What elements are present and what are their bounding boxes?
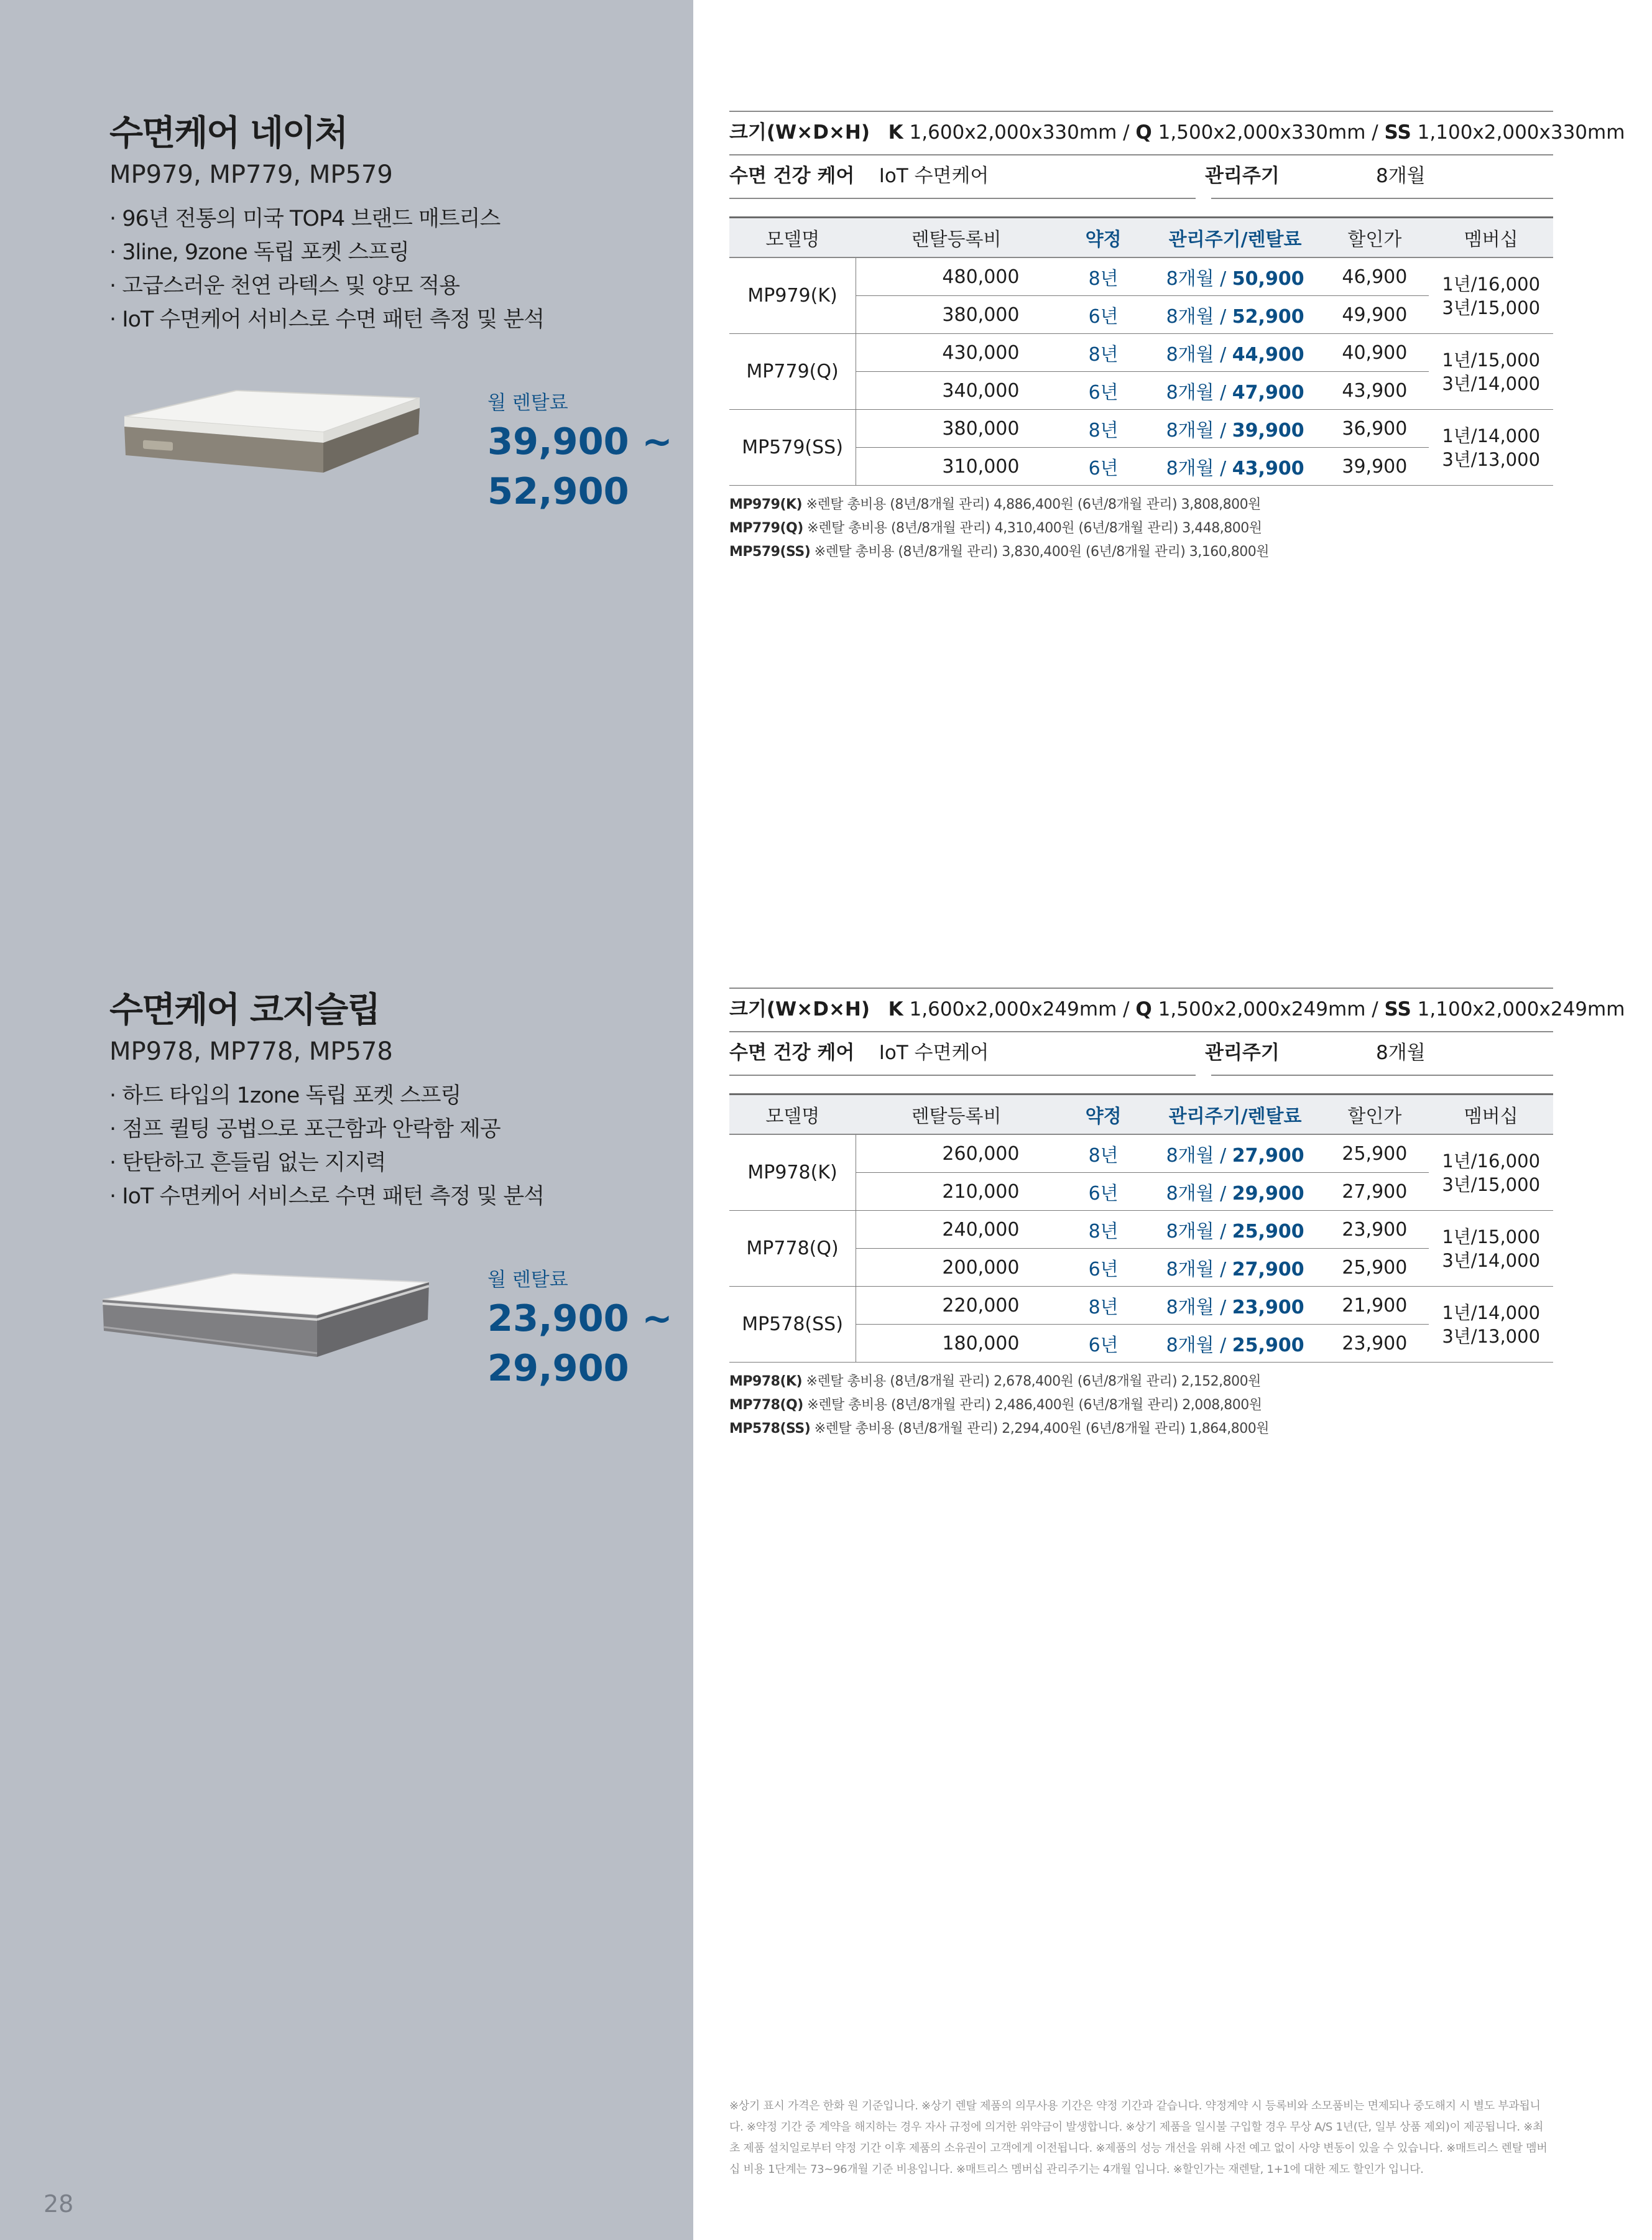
col-contract: 약정	[1056, 218, 1150, 258]
feature-list	[109, 202, 544, 336]
cycle-rent-cell: 8개월 / 29,900	[1150, 1173, 1321, 1211]
price-to: 52,900	[487, 470, 629, 512]
monthly-price-range	[487, 417, 673, 516]
discount-cell: 36,900	[1320, 410, 1429, 448]
fee-cell: 380,000	[856, 410, 1057, 448]
size-ss-label: SS	[1384, 121, 1411, 144]
table-header-row	[729, 1095, 1553, 1135]
contract-cell: 6년	[1056, 1325, 1150, 1363]
size-ss-value: 1,100x2,000x330mm	[1417, 121, 1625, 144]
contract-cell: 6년	[1056, 1173, 1150, 1211]
fee-cell: 210,000	[856, 1173, 1057, 1211]
discount-cell: 27,900	[1320, 1173, 1429, 1211]
table-row	[729, 1287, 1553, 1325]
cycle-value-cell	[1376, 154, 1426, 198]
cycle-spec-row	[1205, 154, 1280, 198]
contract-cell: 8년	[1056, 1211, 1150, 1249]
size-k-label: K	[888, 121, 903, 144]
total-cost-notes	[729, 1370, 1269, 1441]
col-model: 모델명	[729, 218, 856, 258]
model-cell: MP978(K)	[729, 1134, 856, 1211]
size-spec-row: 크기(W×D×H) K 1,600x2,000x249mm / Q 1,500x2,000x249mm / SS 1,100x2,000x249mm	[729, 998, 1625, 1020]
cycle-key: 관리주기	[1205, 1042, 1280, 1064]
monthly-price-range	[487, 1294, 673, 1393]
discount-cell: 46,900	[1320, 257, 1429, 296]
table-row	[729, 410, 1553, 448]
feature-item: · IoT 수면케어 서비스로 수면 패턴 측정 및 분석	[109, 1184, 545, 1209]
cycle-rent-cell: 8개월 / 43,900	[1150, 448, 1321, 486]
care-key: 수면 건강 케어	[729, 1042, 855, 1064]
col-membership: 멤버십	[1429, 218, 1553, 258]
size-k-value: 1,600x2,000x330mm	[909, 121, 1117, 144]
contract-cell: 6년	[1056, 296, 1150, 334]
cycle-rent-cell: 8개월 / 52,900	[1150, 296, 1321, 334]
col-membership: 멤버십	[1429, 1095, 1553, 1135]
model-cell: MP779(Q)	[729, 334, 856, 410]
rental-price-table	[729, 216, 1553, 486]
membership-cell: 1년/16,000 3년/15,000	[1429, 257, 1553, 334]
col-registration-fee: 렌탈등록비	[856, 218, 1057, 258]
contract-cell: 8년	[1056, 1287, 1150, 1325]
size-q-label: Q	[1135, 998, 1152, 1020]
size-key: 크기(W×D×H)	[729, 121, 870, 144]
care-value: IoT 수면케어	[879, 1042, 989, 1064]
mattress-image-pillowtop	[93, 379, 441, 491]
membership-cell: 1년/15,000 3년/14,000	[1429, 334, 1553, 410]
fee-cell: 220,000	[856, 1287, 1057, 1325]
contract-cell: 8년	[1056, 334, 1150, 372]
cycle-value-cell	[1376, 1031, 1426, 1075]
feature-item: · 점프 퀼팅 공법으로 포근함과 안락함 제공	[109, 1117, 501, 1142]
size-q-value: 1,500x2,000x249mm	[1158, 998, 1366, 1020]
table-row	[729, 257, 1553, 296]
cycle-rent-cell: 8개월 / 47,900	[1150, 372, 1321, 410]
col-cycle-rent: 관리주기/렌탈료	[1150, 218, 1321, 258]
size-k-value: 1,600x2,000x249mm	[909, 998, 1117, 1020]
price-to: 29,900	[487, 1346, 629, 1389]
price-from: 23,900 ~	[487, 1297, 673, 1340]
size-q-value: 1,500x2,000x330mm	[1158, 121, 1366, 144]
cycle-spec-row	[1205, 1031, 1280, 1075]
discount-cell: 39,900	[1320, 448, 1429, 486]
size-k-label: K	[888, 998, 903, 1020]
product-models: MP978, MP778, MP578	[109, 1037, 393, 1066]
cycle-rent-cell: 8개월 / 39,900	[1150, 410, 1321, 448]
contract-cell: 8년	[1056, 410, 1150, 448]
monthly-rental-label: 월 렌탈료	[487, 392, 568, 414]
product-title: 수면케어 코지슬립	[109, 990, 380, 1030]
product-title: 수면케어 네이처	[109, 113, 348, 154]
contract-cell: 8년	[1056, 1134, 1150, 1173]
size-key: 크기(W×D×H)	[729, 998, 870, 1020]
cycle-value: 8개월	[1376, 1042, 1426, 1064]
model-cell: MP578(SS)	[729, 1287, 856, 1363]
care-value: IoT 수면케어	[879, 165, 989, 187]
feature-item: · 3line, 9zone 독립 포켓 스프링	[109, 240, 409, 265]
fee-cell: 240,000	[856, 1211, 1057, 1249]
col-model: 모델명	[729, 1095, 856, 1135]
feature-item: · 고급스러운 천연 라텍스 및 양모 적용	[109, 274, 460, 299]
rental-price-table	[729, 1093, 1553, 1363]
divider	[729, 1075, 1196, 1076]
care-spec-row	[729, 1031, 989, 1075]
model-cell: MP979(K)	[729, 257, 856, 334]
model-cell: MP579(SS)	[729, 410, 856, 486]
discount-cell: 43,900	[1320, 372, 1429, 410]
mattress-image-firm	[93, 1262, 441, 1374]
note-line: MP979(K) ※렌탈 총비용 (8년/8개월 관리) 4,886,400원 (6년/8개월 관리) 3,808,800원	[729, 497, 1261, 512]
col-discount: 할인가	[1320, 218, 1429, 258]
discount-cell: 21,900	[1320, 1287, 1429, 1325]
discount-cell: 49,900	[1320, 296, 1429, 334]
cycle-rent-cell: 8개월 / 25,900	[1150, 1325, 1321, 1363]
feature-item: · 하드 타입의 1zone 독립 포켓 스프링	[109, 1083, 461, 1108]
cycle-rent-cell: 8개월 / 44,900	[1150, 334, 1321, 372]
fee-cell: 480,000	[856, 257, 1057, 296]
table-header-row	[729, 218, 1553, 258]
membership-cell: 1년/14,000 3년/13,000	[1429, 1287, 1553, 1363]
price-from: 39,900 ~	[487, 420, 673, 463]
note-line: MP779(Q) ※렌탈 총비용 (8년/8개월 관리) 4,310,400원 (6년/8개월 관리) 3,448,800원	[729, 521, 1262, 536]
fee-cell: 200,000	[856, 1249, 1057, 1287]
membership-cell: 1년/14,000 3년/13,000	[1429, 410, 1553, 486]
discount-cell: 25,900	[1320, 1134, 1429, 1173]
table-row	[729, 334, 1553, 372]
contract-cell: 6년	[1056, 1249, 1150, 1287]
col-discount: 할인가	[1320, 1095, 1429, 1135]
note-line: MP978(K) ※렌탈 총비용 (8년/8개월 관리) 2,678,400원 (6년/8개월 관리) 2,152,800원	[729, 1374, 1261, 1389]
feature-list	[109, 1079, 544, 1213]
table-row	[729, 1211, 1553, 1249]
fee-cell: 340,000	[856, 372, 1057, 410]
monthly-rental-label: 월 렌탈료	[487, 1269, 568, 1291]
cycle-rent-cell: 8개월 / 27,900	[1150, 1134, 1321, 1173]
feature-item: · 96년 전통의 미국 TOP4 브랜드 매트리스	[109, 206, 501, 231]
col-cycle-rent: 관리주기/렌탈료	[1150, 1095, 1321, 1135]
membership-cell: 1년/15,000 3년/14,000	[1429, 1211, 1553, 1287]
note-line: MP579(SS) ※렌탈 총비용 (8년/8개월 관리) 3,830,400원 (6년/8개월 관리) 3,160,800원	[729, 544, 1269, 560]
table-row	[729, 1134, 1553, 1173]
discount-cell: 40,900	[1320, 334, 1429, 372]
care-spec-row	[729, 154, 989, 198]
feature-item: · 탄탄하고 흔들림 없는 지지력	[109, 1150, 386, 1175]
divider	[1211, 198, 1553, 199]
size-q-label: Q	[1135, 121, 1152, 144]
discount-cell: 23,900	[1320, 1211, 1429, 1249]
page-number: 28	[44, 2190, 74, 2218]
legal-footnote: ※상기 표시 가격은 한화 원 기준입니다. ※상기 렌탈 제품의 의무사용 기간은 약정 기간과 같습니다. 약정계약 시 등록비와 소모품비는 면제되나 중도해지 시 별도 부과됩니다. ※약정 기간 중 계약을 해지하는 경우 자사 규정에 의거한 위약금이 발생합니다. ※상기 제품을 일시불 구입할 경우 무상 A/S 1년(단, 일부 상품 제외)이 제공됩니다. ※최초 제품 설치일로부터 약정 기간 이후 제품의 소유권이 고객에게 이전됩니다. ※제품의 성능 개선을 위해 사전 예고 없이 사양 변동이 있을 수 있습니다. ※매트리스 렌탈 멤버십 비용 1단계는 73~96개월 기준 비용입니다. ※매트리스 멤버십 관리주기는 4개월 입니다. ※할인가는 재렌탈, 1+1에 대한 제도 할인가 입니다.	[729, 2099, 1548, 2176]
discount-cell: 23,900	[1320, 1325, 1429, 1363]
divider	[729, 198, 1196, 199]
model-cell: MP778(Q)	[729, 1211, 856, 1287]
cycle-rent-cell: 8개월 / 50,900	[1150, 257, 1321, 296]
contract-cell: 8년	[1056, 257, 1150, 296]
fee-cell: 180,000	[856, 1325, 1057, 1363]
total-cost-notes	[729, 493, 1269, 564]
divider	[1211, 1075, 1553, 1076]
cycle-rent-cell: 8개월 / 23,900	[1150, 1287, 1321, 1325]
cycle-rent-cell: 8개월 / 25,900	[1150, 1211, 1321, 1249]
note-line: MP778(Q) ※렌탈 총비용 (8년/8개월 관리) 2,486,400원 (6년/8개월 관리) 2,008,800원	[729, 1397, 1262, 1413]
note-line: MP578(SS) ※렌탈 총비용 (8년/8개월 관리) 2,294,400원 (6년/8개월 관리) 1,864,800원	[729, 1421, 1269, 1437]
membership-cell: 1년/16,000 3년/15,000	[1429, 1134, 1553, 1211]
product-models: MP979, MP779, MP579	[109, 160, 393, 189]
contract-cell: 6년	[1056, 448, 1150, 486]
col-contract: 약정	[1056, 1095, 1150, 1135]
fee-cell: 380,000	[856, 296, 1057, 334]
feature-item: · IoT 수면케어 서비스로 수면 패턴 측정 및 분석	[109, 307, 545, 332]
fee-cell: 310,000	[856, 448, 1057, 486]
contract-cell: 6년	[1056, 372, 1150, 410]
size-ss-label: SS	[1384, 998, 1411, 1020]
size-spec-row: 크기(W×D×H) K 1,600x2,000x330mm / Q 1,500x2,000x330mm / SS 1,100x2,000x330mm	[729, 121, 1625, 144]
cycle-value: 8개월	[1376, 165, 1426, 187]
discount-cell: 25,900	[1320, 1249, 1429, 1287]
fee-cell: 260,000	[856, 1134, 1057, 1173]
cycle-key: 관리주기	[1205, 165, 1280, 187]
size-ss-value: 1,100x2,000x249mm	[1417, 998, 1625, 1020]
care-key: 수면 건강 케어	[729, 165, 855, 187]
cycle-rent-cell: 8개월 / 27,900	[1150, 1249, 1321, 1287]
fee-cell: 430,000	[856, 334, 1057, 372]
col-registration-fee: 렌탈등록비	[856, 1095, 1057, 1135]
